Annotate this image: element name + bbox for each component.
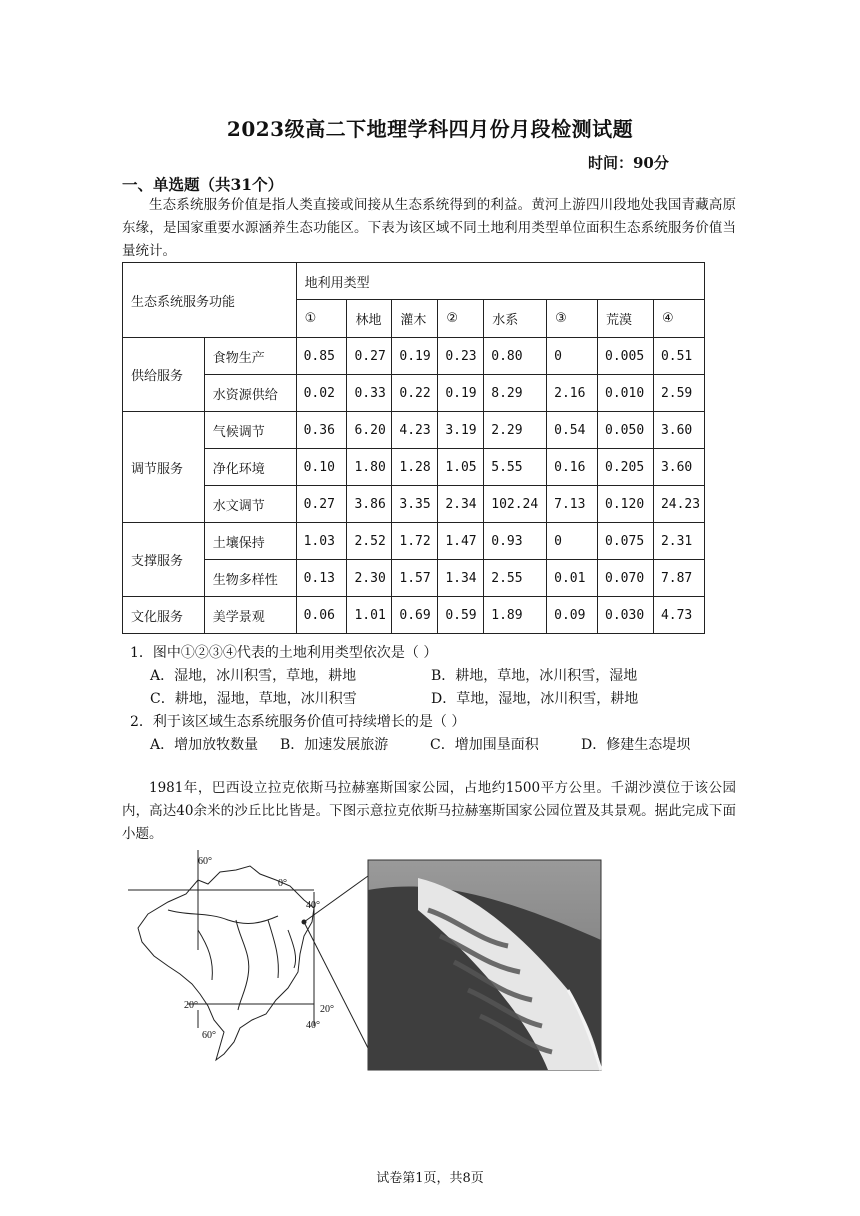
service-function-label: 生物多样性 bbox=[204, 560, 296, 597]
table-cell: 4.73 bbox=[653, 597, 704, 634]
column-header: 灌木 bbox=[392, 300, 438, 338]
label-60-top: 60° bbox=[198, 856, 212, 867]
column-header: 荒漠 bbox=[598, 300, 654, 338]
table-cell: 0.050 bbox=[598, 412, 654, 449]
table-cell: 0.54 bbox=[547, 412, 598, 449]
service-group-label: 文化服务 bbox=[123, 597, 205, 634]
table-cell: 0.69 bbox=[392, 597, 438, 634]
table-cell: 0.85 bbox=[296, 338, 347, 375]
table-row bbox=[123, 560, 705, 597]
table-cell: 0.10 bbox=[296, 449, 347, 486]
table-cell: 0 bbox=[547, 338, 598, 375]
table-cell: 1.01 bbox=[347, 597, 392, 634]
river-3 bbox=[268, 920, 278, 978]
service-function-label: 食物生产 bbox=[204, 338, 296, 375]
table-cell: 0.16 bbox=[547, 449, 598, 486]
table-cell: 3.86 bbox=[347, 486, 392, 523]
brazil-outline-map bbox=[138, 866, 314, 1060]
q2-option-c: C．增加围垦面积 bbox=[430, 737, 539, 753]
brazil-park-figure bbox=[128, 850, 608, 1075]
question-2-stem: 2．利于该区域生态系统服务价值可持续增长的是（ ） bbox=[130, 714, 466, 730]
service-function-label: 水资源供给 bbox=[204, 375, 296, 412]
table-cell: 0.27 bbox=[296, 486, 347, 523]
table-cell: 0 bbox=[547, 523, 598, 560]
question-1-stem: 1．图中①②③④代表的土地利用类型依次是（ ） bbox=[130, 645, 438, 661]
table-group-header: 地利用类型 bbox=[296, 263, 704, 300]
table-cell: 0.23 bbox=[438, 338, 484, 375]
table-cell: 5.55 bbox=[484, 449, 547, 486]
table-row bbox=[123, 338, 705, 375]
table-row bbox=[123, 486, 705, 523]
ecosystem-service-table bbox=[122, 262, 705, 634]
table-cell: 0.19 bbox=[438, 375, 484, 412]
table-row bbox=[123, 412, 705, 449]
table-cell: 24.23 bbox=[653, 486, 704, 523]
table-cell: 1.80 bbox=[347, 449, 392, 486]
label-40-top: 40° bbox=[306, 900, 320, 911]
intro-paragraph-2: 1981年，巴西设立拉克依斯马拉赫塞斯国家公园，占地约1500平方公里。千湖沙漠位于该公园内，高达40余米的沙丘比比皆是。下图示意拉克依斯马拉赫塞斯国家公园位置及其景观。据此完成下面小题。 bbox=[122, 780, 736, 842]
column-header: ② bbox=[438, 300, 484, 338]
service-function-label: 气候调节 bbox=[204, 412, 296, 449]
section-heading: 一、单选题（共31个） bbox=[122, 175, 284, 194]
table-cell: 0.33 bbox=[347, 375, 392, 412]
table-cell: 0.120 bbox=[598, 486, 654, 523]
column-header: 水系 bbox=[484, 300, 547, 338]
table-cell: 3.60 bbox=[653, 449, 704, 486]
service-function-label: 净化环境 bbox=[204, 449, 296, 486]
table-row bbox=[123, 523, 705, 560]
table-cell: 6.20 bbox=[347, 412, 392, 449]
column-header: 林地 bbox=[347, 300, 392, 338]
table-cell: 0.005 bbox=[598, 338, 654, 375]
service-function-label: 美学景观 bbox=[204, 597, 296, 634]
table-cell: 2.59 bbox=[653, 375, 704, 412]
table-cell: 2.34 bbox=[438, 486, 484, 523]
q1-option-c: C．耕地，湿地，草地，冰川积雪 bbox=[150, 691, 357, 707]
table-cell: 8.29 bbox=[484, 375, 547, 412]
label-60-bottom: 60° bbox=[202, 1030, 216, 1041]
table-row bbox=[123, 597, 705, 634]
table-cell: 1.03 bbox=[296, 523, 347, 560]
page-footer: 试卷第1页，共8页 bbox=[376, 1171, 484, 1186]
q1-option-b: B．耕地，草地，冰川积雪，湿地 bbox=[431, 668, 638, 684]
column-header: ① bbox=[296, 300, 347, 338]
label-20-right: 20° bbox=[320, 1004, 334, 1015]
service-function-label: 水文调节 bbox=[204, 486, 296, 523]
table-cell: 2.55 bbox=[484, 560, 547, 597]
table-cell: 2.30 bbox=[347, 560, 392, 597]
table-row bbox=[123, 375, 705, 412]
service-function-label: 土壤保持 bbox=[204, 523, 296, 560]
table-cell: 2.16 bbox=[547, 375, 598, 412]
table-cell: 2.52 bbox=[347, 523, 392, 560]
q1-option-d: D．草地，湿地，冰川积雪，耕地 bbox=[431, 691, 639, 707]
q2-option-a: A．增加放牧数量 bbox=[150, 737, 259, 753]
label-40-bottom: 40° bbox=[306, 1020, 320, 1031]
table-cell: 0.13 bbox=[296, 560, 347, 597]
table-cell: 0.070 bbox=[598, 560, 654, 597]
table-cell: 3.19 bbox=[438, 412, 484, 449]
river-2 bbox=[236, 920, 249, 1010]
table-cell: 0.19 bbox=[392, 338, 438, 375]
table-cell: 1.34 bbox=[438, 560, 484, 597]
table-cell: 0.02 bbox=[296, 375, 347, 412]
q2-option-d: D．修建生态堤坝 bbox=[581, 737, 691, 753]
table-corner-header: 生态系统服务功能 bbox=[123, 263, 297, 338]
table-cell: 0.93 bbox=[484, 523, 547, 560]
table-cell: 0.09 bbox=[547, 597, 598, 634]
exam-time: 时间：90分 bbox=[588, 154, 669, 172]
table-cell: 0.80 bbox=[484, 338, 547, 375]
q1-option-a: A．湿地，冰川积雪，草地，耕地 bbox=[150, 668, 357, 684]
intro-paragraph-1: 生态系统服务价值是指人类直接或间接从生态系统得到的利益。黄河上游四川段地处我国青藏高原东缘，是国家重要水源涵养生态功能区。下表为该区域不同土地利用类型单位面积生态系统服务价值当量统计。 bbox=[122, 197, 736, 259]
table-cell: 7.13 bbox=[547, 486, 598, 523]
column-header: ④ bbox=[653, 300, 704, 338]
table-cell: 0.36 bbox=[296, 412, 347, 449]
table-cell: 4.23 bbox=[392, 412, 438, 449]
brazil-border bbox=[138, 866, 314, 1060]
table-cell: 102.24 bbox=[484, 486, 547, 523]
page-title: 2023级高二下地理学科四月份月段检测试题 bbox=[226, 117, 634, 141]
table-cell: 0.22 bbox=[392, 375, 438, 412]
table-cell: 0.01 bbox=[547, 560, 598, 597]
table-cell: 0.27 bbox=[347, 338, 392, 375]
table-cell: 1.57 bbox=[392, 560, 438, 597]
q2-option-b: B．加速发展旅游 bbox=[280, 737, 389, 753]
table-cell: 0.59 bbox=[438, 597, 484, 634]
table-cell: 0.06 bbox=[296, 597, 347, 634]
table-cell: 2.31 bbox=[653, 523, 704, 560]
table-cell: 0.010 bbox=[598, 375, 654, 412]
table-cell: 0.030 bbox=[598, 597, 654, 634]
table-cell: 1.89 bbox=[484, 597, 547, 634]
service-group-label: 供给服务 bbox=[123, 338, 205, 412]
table-cell: 1.47 bbox=[438, 523, 484, 560]
table-cell: 1.05 bbox=[438, 449, 484, 486]
table-cell: 7.87 bbox=[653, 560, 704, 597]
table-row bbox=[123, 449, 705, 486]
river-5 bbox=[288, 930, 296, 968]
dune-landscape-photo bbox=[368, 860, 601, 1070]
table-cell: 0.51 bbox=[653, 338, 704, 375]
table-cell: 2.29 bbox=[484, 412, 547, 449]
service-group-label: 支撑服务 bbox=[123, 523, 205, 597]
table-cell: 1.28 bbox=[392, 449, 438, 486]
table-cell: 3.35 bbox=[392, 486, 438, 523]
column-header: ③ bbox=[547, 300, 598, 338]
service-group-label: 调节服务 bbox=[123, 412, 205, 523]
table-cell: 1.72 bbox=[392, 523, 438, 560]
graticule bbox=[128, 850, 314, 1028]
table-cell: 3.60 bbox=[653, 412, 704, 449]
label-20-left: 20° bbox=[184, 1000, 198, 1011]
table-cell: 0.205 bbox=[598, 449, 654, 486]
river-1 bbox=[168, 910, 278, 923]
table-cell: 0.075 bbox=[598, 523, 654, 560]
river-4 bbox=[198, 930, 212, 980]
label-0: 0° bbox=[278, 878, 287, 889]
